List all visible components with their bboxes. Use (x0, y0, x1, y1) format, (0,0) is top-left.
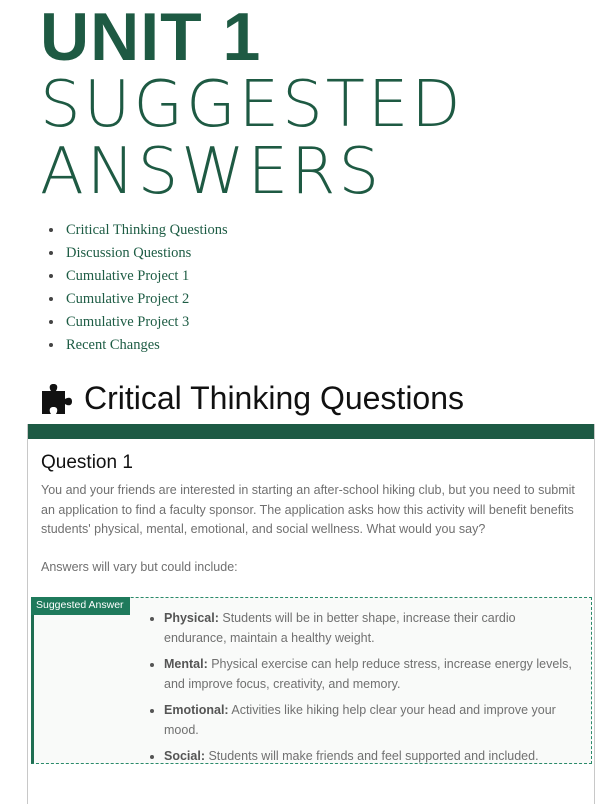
table-of-contents (40, 219, 228, 357)
toc-link-project-2[interactable]: • Cumulative Project 2 (64, 288, 228, 311)
toc-link-recent-changes[interactable]: • Recent Changes (64, 334, 228, 357)
toc-link-project-3[interactable]: • Cumulative Project 3 (64, 311, 228, 334)
toc-link-project-1[interactable]: • Cumulative Project 1 (64, 265, 228, 288)
question-card (27, 424, 595, 804)
puzzle-piece-icon (40, 381, 76, 417)
question-title: Question 1 (41, 452, 133, 473)
toc-link-discussion[interactable]: • Discussion Questions (64, 242, 228, 265)
answer-item-emotional: • Emotional: Activities like hiking help clear your head and improve your mood. (164, 701, 574, 740)
answer-list (146, 609, 574, 774)
toc-link-critical-thinking[interactable]: • Critical Thinking Questions (64, 219, 228, 242)
card-header-bar (28, 424, 594, 439)
page-title (40, 0, 464, 209)
suggested-answer-box (31, 597, 592, 764)
question-text: You and your friends are interested in starting an after-school hiking club, but you need to submit an application to find a faculty sponsor. The application asks how this activity will benefit benefits students' physical, mental, emotional, and social wellness. What would you say? (41, 483, 575, 536)
answer-intro: Answers will vary but could include: (41, 560, 238, 574)
section-heading (40, 380, 464, 417)
suggested-answer-label: Suggested Answer (31, 597, 130, 615)
section-title: Critical Thinking Questions (84, 380, 465, 416)
answer-item-social: • Social: Students will make friends and feel supported and included. (164, 747, 574, 767)
answer-item-mental: • Mental: Physical exercise can help reduce stress, increase energy levels, and improve focus, creativity, and memory. (164, 655, 574, 694)
title-answers: ANSWERS (40, 135, 383, 209)
title-unit: UNIT 1 (40, 0, 262, 75)
title-suggested: SUGGESTED (40, 68, 464, 142)
answer-item-physical: • Physical: Students will be in better shape, increase their cardio endurance, maintain a healthy weight. (164, 609, 574, 648)
